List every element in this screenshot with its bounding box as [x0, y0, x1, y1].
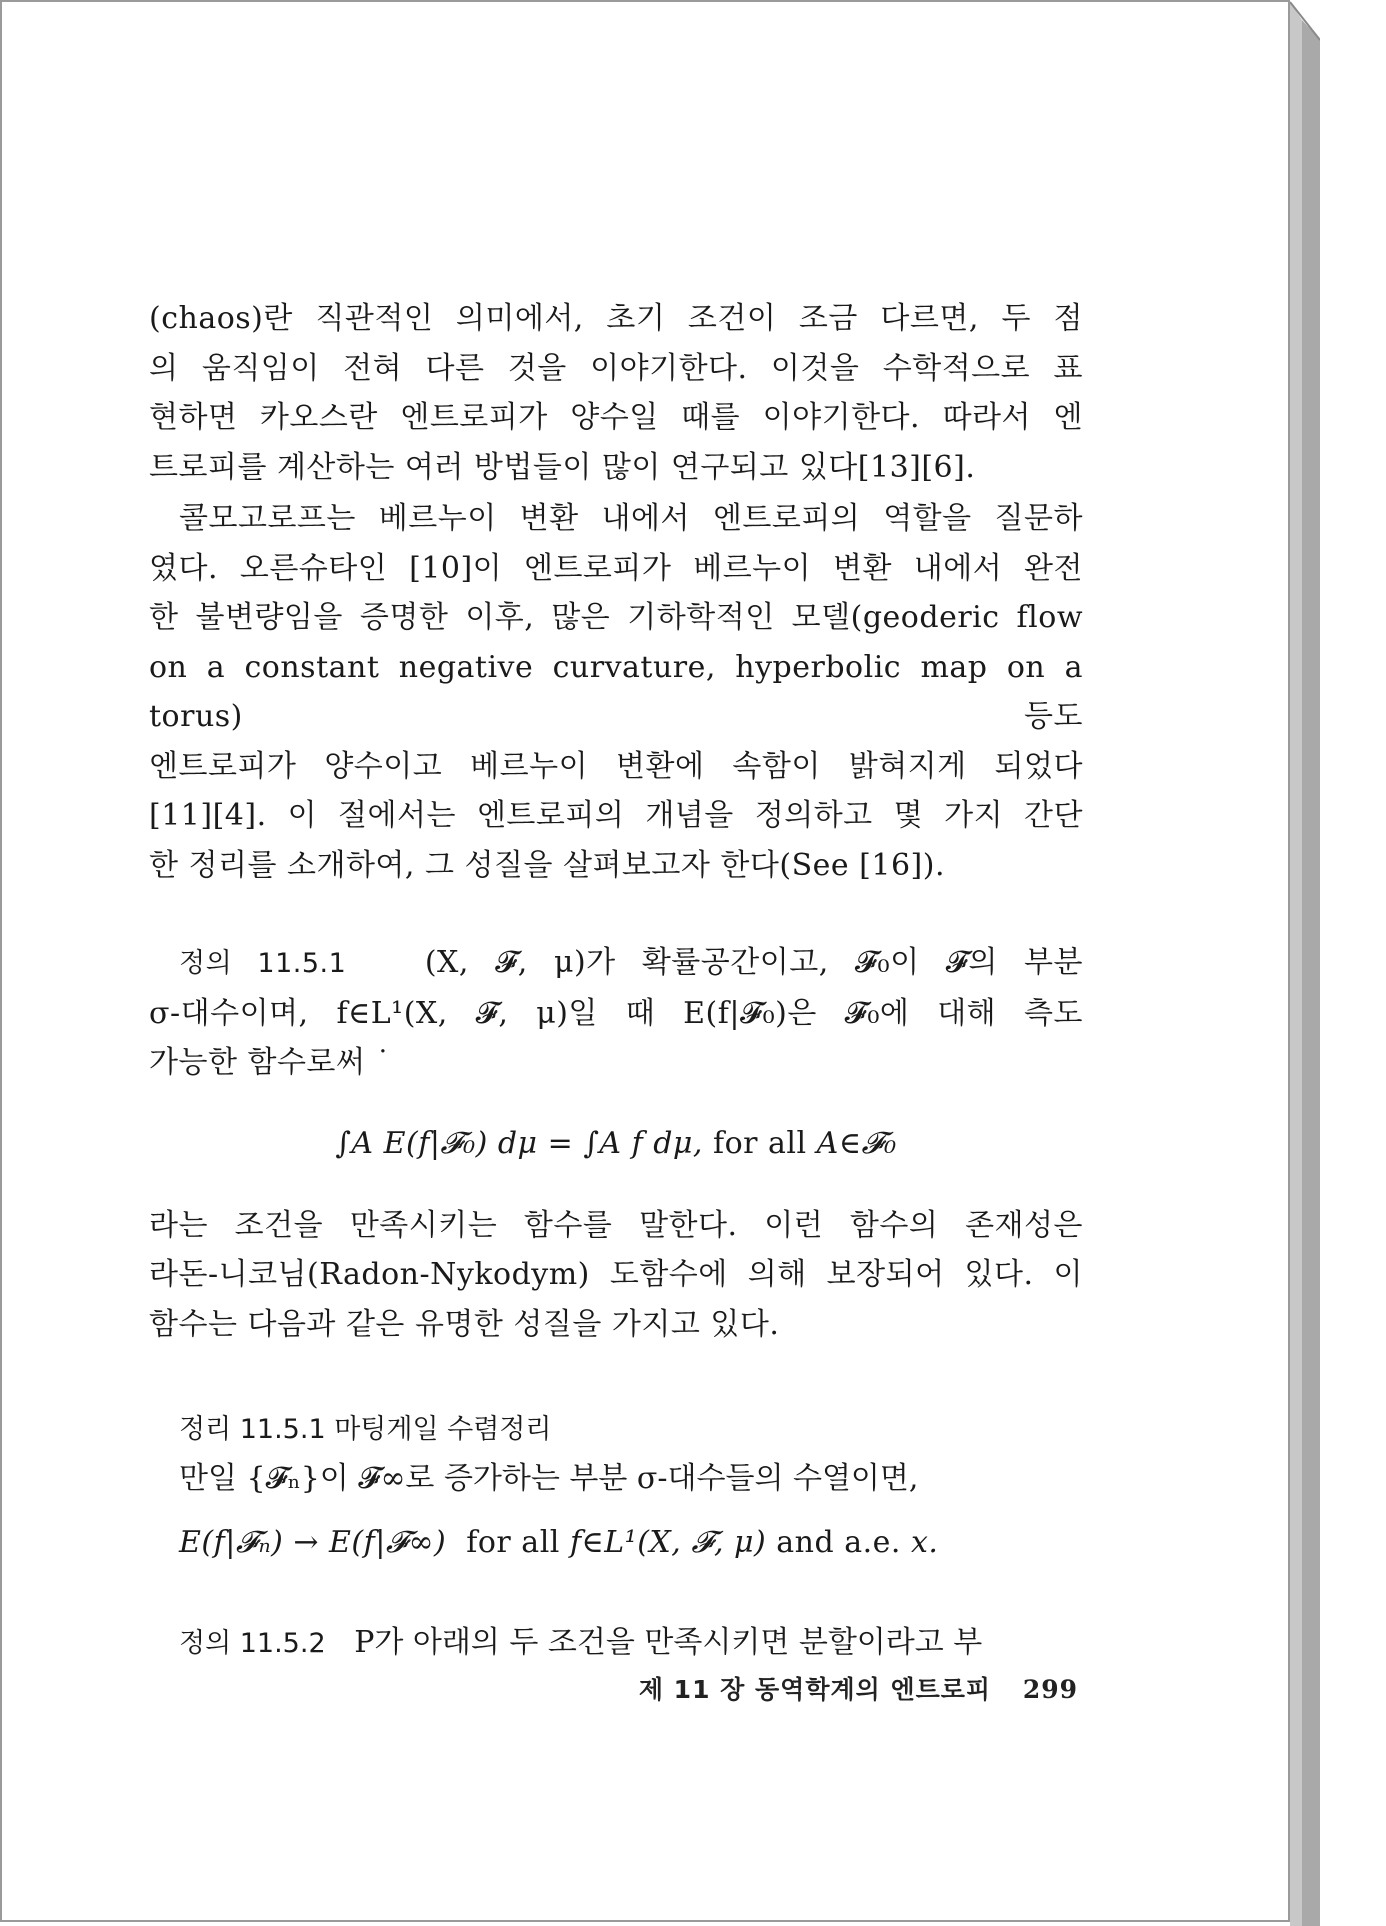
text-line: 엔트로피가 양수이고 베르누이 변환에 속함이 밝혀지게 되었다: [149, 748, 1083, 784]
running-footer: [639, 1670, 1078, 1706]
text-line: 였다. 오른슈타인 [10]이 엔트로피가 베르누이 변환 내에서 완전: [149, 550, 1083, 586]
text-line: 트로피를 계산하는 여러 방법들이 많이 연구되고 있다[13][6].: [149, 449, 976, 485]
definition-first-line: [149, 938, 1083, 989]
text-line: 의 움직임이 전혀 다른 것을 이야기한다. 이것을 수학적으로 표: [149, 350, 1083, 386]
text-line: 한 불변량임을 증명한 이후, 많은 기하학적인 모델(geoderic flow: [149, 600, 1083, 635]
theorem-title: 정리 11.5.1 마팅게일 수렴정리: [179, 1414, 552, 1445]
theorem-11-5-1: [149, 1405, 1083, 1560]
equation-condition: A∈𝓕₀: [816, 1125, 897, 1161]
paragraph-history: [149, 494, 1083, 890]
text-line: 라돈-니코님(Radon-Nykodym) 도함수에 의해 보장되어 있다. 이: [149, 1257, 1083, 1292]
page-stack-edge: [1290, 0, 1320, 1926]
text-line: 함수는 다음과 같은 유명한 성질을 가지고 있다.: [149, 1306, 780, 1342]
chapter-title: 제 11 장 동역학계의 엔트로피: [638, 1675, 992, 1704]
definition-text: P가 아래의 두 조건을 만족시키면 분할이라고 부: [354, 1625, 983, 1660]
definition-label: 정의 11.5.2: [179, 1628, 326, 1659]
convergence-expression: E(f|𝓕ₙ) → E(f|𝓕∞): [179, 1525, 447, 1560]
text-line: [11][4]. 이 절에서는 엔트로피의 개념을 정의하고 몇 가지 간단: [149, 798, 1083, 833]
text-line: on a constant negative curvature, hyperbolic map on a torus) 등도: [149, 649, 1083, 734]
definition-line: 가능한 함수로써 ˙: [149, 1045, 391, 1080]
page-content: [149, 294, 1083, 1668]
integral-equation: ∫A E(f|𝓕₀) dμ = ∫A f dμ,: [335, 1125, 703, 1161]
paragraph-existence: [149, 1201, 1083, 1350]
definition-line: σ-대수이며, f∈L¹(X, 𝓕, μ)일 때 E(f|𝓕₀)은 𝓕₀에 대해 측도: [149, 995, 1083, 1031]
text-line: 현하면 카오스란 엔트로피가 양수일 때를 이야기한다. 따라서 엔: [149, 400, 1083, 435]
equation-variable: x.: [911, 1525, 939, 1560]
theorem-equation: [179, 1525, 1083, 1560]
text-line: 라는 조건을 만족시키는 함수를 말한다. 이런 함수의 존재성은: [149, 1207, 1083, 1243]
definition-equation: [149, 1126, 1083, 1161]
definition-text: (X, 𝓕, μ)가 확률공간이고, 𝓕₀이 𝓕의 부분: [424, 945, 1084, 980]
definition-11-5-1: [149, 938, 1083, 1088]
text-line: 한 정리를 소개하여, 그 성질을 살펴보고자 한다(See [16]).: [149, 847, 945, 883]
text-line: (chaos)란 직관적인 의미에서, 초기 조건이 조금 다르면, 두 점: [149, 301, 1083, 336]
equation-for-all: for all: [466, 1525, 560, 1560]
page-number: 299: [1022, 1675, 1078, 1704]
equation-space: f∈L¹(X, 𝓕, μ): [569, 1525, 767, 1560]
equation-and-ae: and a.e.: [776, 1525, 901, 1560]
definition-label: 정의 11.5.1: [179, 948, 347, 979]
paragraph-intro: [149, 294, 1083, 492]
equation-for-all: for all: [713, 1125, 807, 1161]
theorem-statement: 만일 {𝓕ₙ}이 𝓕∞로 증가하는 부분 σ-대수들의 수열이면,: [179, 1461, 919, 1496]
text-line: 콜모고로프는 베르누이 변환 내에서 엔트로피의 역할을 질문하: [179, 501, 1083, 536]
definition-11-5-2: [149, 1618, 1083, 1668]
